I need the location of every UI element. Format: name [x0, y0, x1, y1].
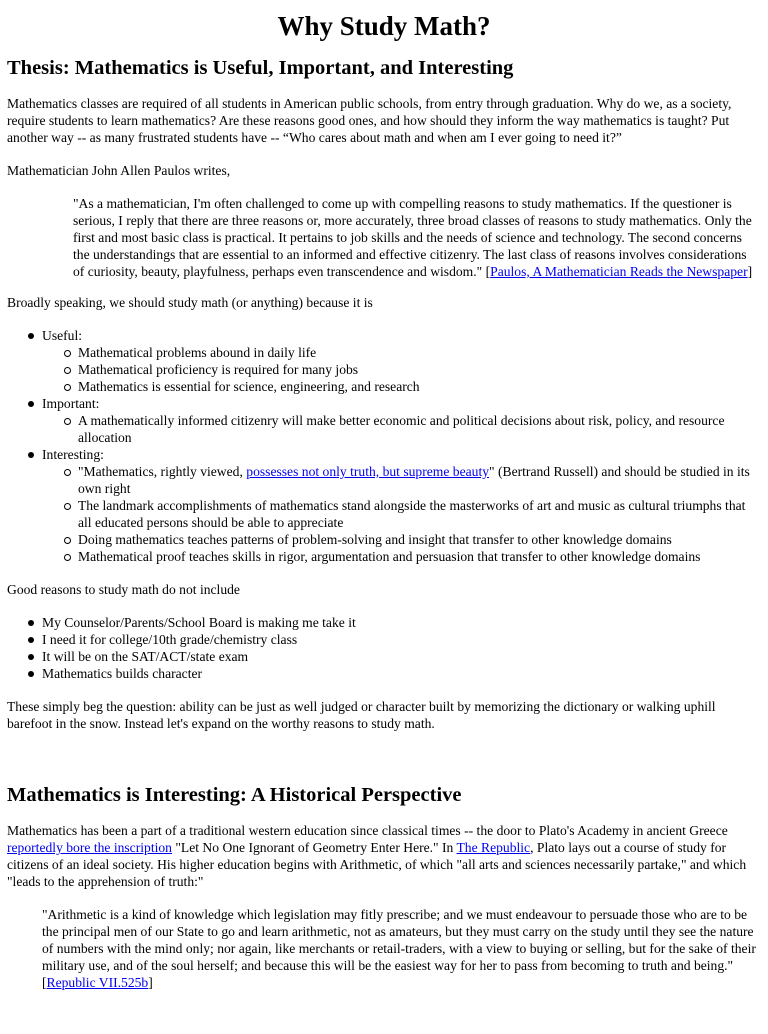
- historical-paragraph: [7, 822, 761, 890]
- historical-heading: Mathematics is Interesting: A Historical Perspective: [7, 784, 462, 806]
- russell-quote-pre: "Mathematics, rightly viewed,: [78, 464, 247, 479]
- historical-text-a: Mathematics has been a part of a traditional western education since classical times -- the door to Plato's Academy in ancient Greece: [7, 823, 728, 838]
- interesting-label: Interesting:: [42, 447, 104, 462]
- republic-link[interactable]: The Republic: [456, 840, 531, 855]
- list-item-interesting: [42, 446, 761, 565]
- useful-sublist: [42, 344, 761, 395]
- russell-quote-post: " (Bertrand Russell) and should be studied in its own right: [78, 464, 750, 496]
- list-item: Mathematical proof teaches skills in rigor, argumentation and persuasion that transfer to other knowledge domains: [78, 548, 761, 565]
- plato-quote-text: "Arithmetic is a kind of knowledge which legislation may fitly prescribe; and we must endeavour to persuade those who are to be the principal men of our State to go and learn arithmetic, not as amateurs, but they must carry on the study until they see the nature of numbers with the mind only; nor again, like merchants or retail-traders, with a view to buying or selling, but for the sake of their military use, and of the soul herself; and because this will be the easiest way for her to pass from becoming to truth and being.": [42, 907, 756, 973]
- plato-quote-open: [: [42, 975, 47, 990]
- conclusion-paragraph: These simply beg the question: ability can be just as well judged or character built by memorizing the dictionary or walking uphill barefoot in the snow. Instead let's expand on the worthy reasons to study math.: [7, 699, 716, 731]
- historical-text-c: , Plato lays out a course of study for citizens of an ideal society. His higher education begins with Arithmetic, of which "all arts and sciences necessarily partake," and which "leads to the apprehension of truth:": [7, 840, 747, 889]
- list-item: Mathematical proficiency is required for many jobs: [78, 361, 761, 378]
- republic-citation-link[interactable]: Republic VII.525b: [46, 975, 149, 990]
- important-sublist: [42, 412, 761, 446]
- list-item: Doing mathematics teaches patterns of problem-solving and insight that transfer to other knowledge domains: [78, 531, 761, 548]
- list-item-important: [42, 395, 761, 446]
- interesting-sublist: [42, 463, 761, 565]
- paulos-citation-link[interactable]: Paulos, A Mathematician Reads the Newspaper: [490, 264, 748, 279]
- inscription-link[interactable]: reportedly bore the inscription: [7, 840, 172, 855]
- intro-paragraph: Mathematics classes are required of all students in American public schools, from entry through graduation. Why do we, as a society, require students to learn mathematics? Are these reasons good ones, and how should they inform the way mathematics is taught? Put another way -- as many frustrated students have -- “Who cares about math and when am I ever going to need it?”: [7, 96, 732, 145]
- paulos-quote-text: "As a mathematician, I'm often challenged to come up with compelling reasons to study mathematics. If the questioner is serious, I reply that there are three reasons or, more accurately, three broad classes of reasons to study mathematics. Only the first and most basic class is practical. It pertains to job skills and the needs of science and technology. The second concerns the understandings that are essential to an informed and effective citizenry. The last class of reasons involves considerations of curiosity, beauty, playfulness, perhaps even transcendence and wisdom.": [73, 196, 752, 279]
- broadly-paragraph: Broadly speaking, we should study math (or anything) because it is: [7, 295, 373, 310]
- useful-label: Useful:: [42, 328, 83, 343]
- important-label: Important:: [42, 396, 100, 411]
- list-item: The landmark accomplishments of mathematics stand alongside the masterworks of art and music as cultural triumphs that all educated persons should be able to appreciate: [78, 497, 761, 531]
- bad-reasons-list: [7, 614, 761, 682]
- reasons-list: [7, 327, 761, 565]
- not-include-paragraph: Good reasons to study math do not include: [7, 582, 240, 597]
- list-item-useful: [42, 327, 761, 395]
- document: [0, 10, 768, 991]
- list-item: I need it for college/10th grade/chemistry class: [42, 631, 761, 648]
- list-item: Mathematics is essential for science, engineering, and research: [78, 378, 761, 395]
- list-item: Mathematics builds character: [42, 665, 761, 682]
- paulos-quote-close: ]: [747, 264, 753, 279]
- plato-quote: [42, 906, 761, 991]
- thesis-heading: Thesis: Mathematics is Useful, Important, and Interesting: [7, 57, 514, 79]
- list-item: It will be on the SAT/ACT/state exam: [42, 648, 761, 665]
- paulos-quote-open: [: [485, 264, 491, 279]
- page-title: Why Study Math?: [277, 11, 491, 41]
- paulos-quote: [73, 195, 761, 280]
- plato-quote-close: ]: [148, 975, 153, 990]
- list-item: A mathematically informed citizenry will make better economic and political decisions about risk, policy, and resource allocation: [78, 412, 761, 446]
- historical-text-b: "Let No One Ignorant of Geometry Enter Here." In: [171, 840, 457, 855]
- list-item: Mathematical problems abound in daily life: [78, 344, 761, 361]
- list-item-russell: [78, 463, 761, 497]
- russell-beauty-link[interactable]: possesses not only truth, but supreme beauty: [246, 464, 490, 479]
- section-spacer: [7, 748, 761, 782]
- paulos-intro: Mathematician John Allen Paulos writes,: [7, 163, 231, 178]
- list-item: My Counselor/Parents/School Board is making me take it: [42, 614, 761, 631]
